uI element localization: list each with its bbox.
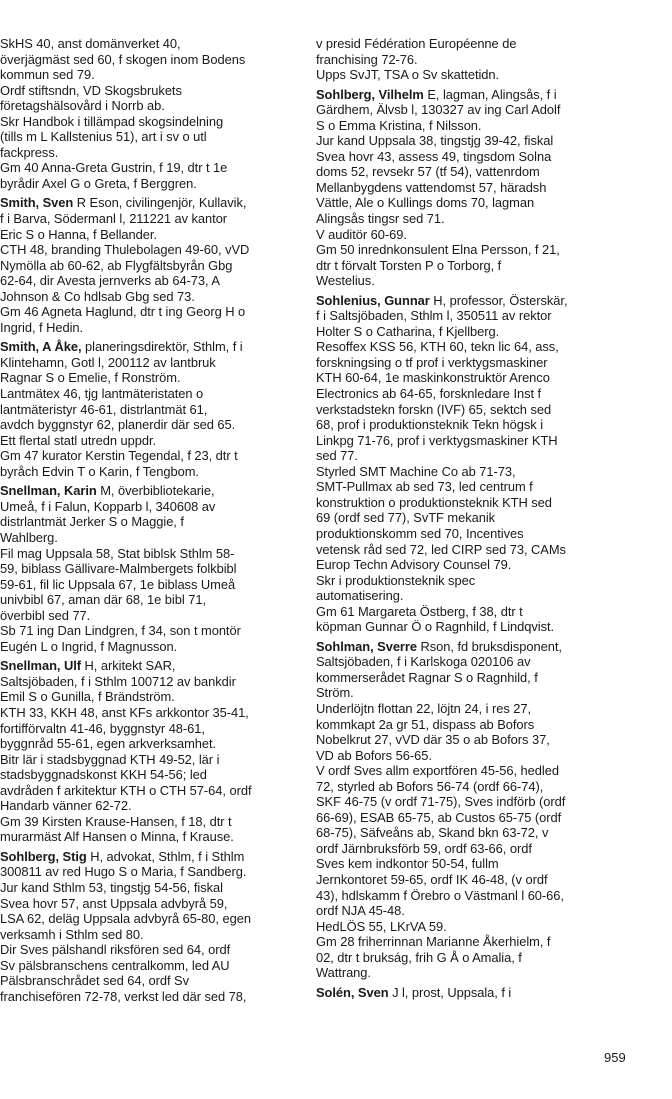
biography-entry (316, 36, 644, 83)
entry-name: Sohlenius, Gunnar (316, 292, 430, 308)
entry-line: Skr i produktionsteknik spec (316, 572, 476, 588)
entry-line: KTH 33, KKH 48, anst KFs arkkontor 35-41, (0, 704, 249, 720)
entry-line: lantmäteristyr 46-61, distrlantmät 61, (0, 401, 208, 417)
entry-line: franchisefören 72-78, verkst led där sed 78, (0, 988, 247, 1004)
entry-line: SMT-Pullmax ab sed 73, led centrum f (316, 479, 533, 495)
biography-entry (0, 36, 318, 191)
right-column (316, 36, 644, 1000)
entry-text: M, överbibliotekarie, (96, 483, 215, 499)
entry-text: J l, prost, Uppsala, f i (388, 984, 512, 1000)
entry-line: Sb 71 ing Dan Lindgren, f 34, son t montör (0, 623, 241, 639)
entry-line (0, 658, 318, 674)
entry-text: R Eson, civilingenjör, Kullavik, (73, 195, 247, 211)
entry-name: Smith, Sven (0, 195, 74, 211)
entry-line: Gärdhem, Älvsb l, 130327 av ing Carl Adolf (316, 102, 561, 118)
entry-line (0, 195, 318, 211)
entry-line: konstruktion o produktionsteknik KTH sed (316, 494, 552, 510)
entry-line: kommun sed 79. (0, 67, 95, 83)
entry-line: kommkapt 2a gr 51, dispass ab Bofors (316, 716, 535, 732)
entry-line: sed 77. (316, 448, 358, 464)
entry-line: 66-69), ESAB 65-75, ab Custos 65-75 (ordf (316, 809, 562, 825)
entry-line: 43), hdlskamm f Örebro o Västmanl l 60-66, (316, 887, 564, 903)
biography-entry (0, 483, 318, 654)
entry-line (316, 293, 644, 309)
entry-line: Electronics ab 64-65, forsknledare Inst f (316, 386, 542, 402)
entry-line: Johnson & Co hdlsab Gbg sed 73. (0, 288, 195, 304)
entry-line: 72, styrled ab Bofors 56-74 (ordf 66-74), (316, 778, 544, 794)
entry-line: fackpress. (0, 144, 59, 160)
entry-line (0, 339, 318, 355)
entry-line: Mellanbygdens vattendomst 57, häradsh (316, 179, 547, 195)
entry-line: Styrled SMT Machine Co ab 71-73, (316, 463, 516, 479)
entry-line: dtr t förvalt Torsten P o Torborg, f (316, 257, 502, 273)
entry-text: H, arkitekt SAR, (81, 658, 176, 674)
entry-line: Gm 50 inrednkonsulent Elna Persson, f 21, (316, 242, 560, 258)
entry-line (0, 849, 318, 865)
biography-entry (0, 195, 318, 335)
page-number: 959 (604, 1050, 626, 1065)
entry-text: planeringsdirektör, Sthlm, f i (81, 339, 243, 355)
entry-line: murarmäst Alf Hansen o Minna, f Krause. (0, 829, 234, 845)
entry-line (316, 639, 644, 655)
entry-line: HedLÖS 55, LKrVA 59. (316, 918, 447, 934)
entry-line: Holter S o Catharina, f Kjellberg. (316, 323, 500, 339)
entry-text: Rson, fd bruksdisponent, (416, 638, 562, 654)
entry-line: Jernkontoret 59-65, ordf IK 46-48, (v ordf (316, 871, 548, 887)
entry-text: E, lagman, Alingsås, f i (423, 86, 557, 102)
entry-line: (tills m L Kallstenius 51), art i sv o utl (0, 129, 207, 145)
entry-line: Gm 47 kurator Kerstin Tegendal, f 23, dtr t (0, 448, 238, 464)
entry-line: Wahlberg. (0, 529, 58, 545)
entry-line: Linkpg 71-76, prof i verktygsmaskiner KTH (316, 432, 558, 448)
left-column (0, 36, 318, 1004)
entry-line: Jur kand Uppsala 38, tingstjg 39-42, fiskal (316, 133, 554, 149)
entry-line: Lantmätex 46, tjg lantmäteristaten o (0, 386, 204, 402)
biography-entry (316, 985, 644, 1001)
entry-line: Resoffex KSS 56, KTH 60, tekn lic 64, ass, (316, 339, 559, 355)
entry-name: Smith, A Åke, (0, 339, 82, 355)
entry-line: byrådir Axel G o Greta, f Berggren. (0, 175, 197, 191)
entry-name: Snellman, Karin (0, 483, 97, 499)
biography-entry (316, 639, 644, 981)
entry-line: Handarb vänner 62-72. (0, 798, 132, 814)
entry-line: Ett flertal statl utredn uppdr. (0, 432, 157, 448)
entry-line: 02, dtr t brukság, frih G Å o Amalia, f (316, 949, 522, 965)
entry-line: Westelius. (316, 273, 375, 289)
entry-line: avdch byggnstyr 62, planerdir där sed 65. (0, 417, 236, 433)
entry-line: Ragnar S o Emelie, f Ronström. (0, 370, 181, 386)
entry-line: Ström. (316, 685, 354, 701)
entry-text: H, advokat, Sthlm, f i Sthlm (86, 848, 245, 864)
entry-line: V auditör 60-69. (316, 226, 407, 242)
entry-line: forskningsing o tf prof i verktygsmaskiner (316, 354, 548, 370)
entry-line: kommerserådet Ragnar S o Ragnhild, f (316, 669, 538, 685)
entry-line: f i Barva, Södermanl l, 211221 av kantor (0, 211, 228, 227)
entry-line: 68, prof i produktionsteknik Tekn högsk i (316, 417, 544, 433)
entry-name: Sohlman, Sverre (316, 638, 417, 654)
entry-line: verksamh i Sthlm sed 80. (0, 926, 144, 942)
entry-name: Sohlberg, (316, 86, 375, 102)
entry-line: företagshälsovård i Norrb ab. (0, 98, 165, 114)
entry-line: 59-61, fil lic Uppsala 67, 1e biblass Umeå (0, 576, 236, 592)
entry-name-given: Vilhelm (378, 86, 424, 102)
entry-line: vetensk råd sed 72, led CIRP sed 73, CAMs (316, 541, 566, 557)
entry-line: CTH 48, branding Thulebolagen 49-60, vVD (0, 242, 250, 258)
entry-line: Gm 39 Kirsten Krause-Hansen, f 18, dtr t (0, 813, 232, 829)
entry-line: Bitr lär i stadsbyggnad KTH 49-52, lär i (0, 751, 220, 767)
entry-line: Vättle, Ale o Kullings doms 70, lagman (316, 195, 535, 211)
biography-entry (316, 293, 644, 635)
entry-name: Sohlberg, Stig (0, 848, 87, 864)
entry-line: Gm 28 friherrinnan Marianne Åkerhielm, f (316, 934, 551, 950)
entry-line: Eric S o Hanna, f Bellander. (0, 226, 157, 242)
entry-line: Sv pälsbranschens centralkomm, led AU (0, 957, 230, 973)
entry-line: Gm 40 Anna-Greta Gustrin, f 19, dtr t 1e (0, 160, 228, 176)
entry-line: avdråden f arkitektur KTH o CTH 57-64, ordf (0, 782, 252, 798)
entry-line: verkstadstekn forskn (IVF) 65, sektch sed (316, 401, 552, 417)
entry-line: KTH 60-64, 1e maskinkonstruktör Arenco (316, 370, 550, 386)
entry-line: Gm 46 Agneta Haglund, dtr t ing Georg H o (0, 304, 246, 320)
entry-line: Underlöjtn flottan 22, löjtn 24, i res 27, (316, 700, 532, 716)
entry-line: köpman Gunnar Ö o Ragnhild, f Lindqvist. (316, 619, 555, 635)
entry-line: V ordf Sves allm exportfören 45-56, hedled (316, 763, 559, 779)
entry-line: LSA 62, deläg Uppsala advbyrå 65-80, egen (0, 911, 251, 927)
entry-line: Pälsbranschrådet sed 64, ordf Sv (0, 973, 190, 989)
entry-line: Emil S o Gunilla, f Brändström. (0, 689, 175, 705)
entry-line: Wattrang. (316, 965, 371, 981)
entry-line: Skr Handbok i tillämpad skogsindelning (0, 113, 224, 129)
entry-line (316, 87, 644, 103)
entry-line: f i Saltsjöbaden, Sthlm l, 350511 av rektor (316, 308, 552, 324)
entry-line: Ingrid, f Hedin. (0, 319, 84, 335)
entry-line: SKF 46-75 (v ordf 71-75), Sves indförb (ordf (316, 794, 566, 810)
entry-line: överjägmäst sed 60, f skogen inom Bodens (0, 51, 246, 67)
entry-line: SkHS 40, anst domänverket 40, (0, 36, 181, 51)
biography-entry (316, 87, 644, 289)
entry-line: franchising 72-76. (316, 51, 418, 67)
entry-line: ordf NJA 45-48. (316, 903, 405, 919)
entry-line: produktionskomm sed 70, Incentives (316, 525, 524, 541)
entry-line: Gm 61 Margareta Östberg, f 38, dtr t (316, 603, 523, 619)
biography-entry (0, 658, 318, 845)
entry-line: Fil mag Uppsala 58, Stat biblsk Sthlm 58- (0, 545, 235, 561)
entry-line: Svea hovr 57, anst Uppsala advbyrå 59, (0, 895, 228, 911)
entry-line: S o Emma Kristina, f Nilsson. (316, 117, 482, 133)
entry-line: univbibl 67, aman där 68, 1e bibl 71, (0, 592, 206, 608)
entry-line: 300811 av red Hugo S o Maria, f Sandberg. (0, 864, 247, 880)
entry-line: Ordf stiftsndn, VD Skogsbrukets (0, 82, 182, 98)
entry-name: Snellman, Ulf (0, 658, 82, 674)
entry-line: distrlantmät Jerker S o Maggie, f (0, 514, 184, 530)
entry-line: Eugén L o Ingrid, f Magnusson. (0, 638, 178, 654)
entry-line: Europ Techn Advisory Counsel 79. (316, 557, 512, 573)
entry-line (316, 985, 644, 1001)
entry-line: Saltsjöbaden, f i Karlskoga 020106 av (316, 654, 531, 670)
biography-entry (0, 849, 318, 1004)
entry-line: 59, biblass Gällivare-Malmbergets folkbibl (0, 561, 237, 577)
entry-line: Svea hovr 43, assess 49, tingsdom Solna (316, 148, 552, 164)
entry-line: 68-75), Säfveåns ab, Skand bkn 63-72, v (316, 825, 549, 841)
entry-line: Nobelkrut 27, vVD där 35 o ab Bofors 37, (316, 732, 550, 748)
entry-line: Jur kand Sthlm 53, tingstjg 54-56, fiskal (0, 879, 223, 895)
entry-line: Umeå, f i Falun, Kopparb l, 340608 av (0, 498, 216, 514)
entry-line: Nymölla ab 60-62, ab Flygfältsbyrån Gbg (0, 257, 233, 273)
entry-line: stadsbyggnadskonst KKH 54-56; led (0, 767, 207, 783)
entry-line: automatisering. (316, 588, 404, 604)
entry-line: byggnråd 55-61, egen arkverksamhet. (0, 736, 217, 752)
entry-line: Dir Sves pälshandl riksfören sed 64, ordf (0, 942, 231, 958)
entry-line: Klintehamn, Gotl l, 200112 av lantbruk (0, 354, 216, 370)
entry-line: 62-64, dir Avesta jernverks ab 64-73, A (0, 273, 220, 289)
entry-line: doms 52, revsekr 57 (tf 54), vattenrdom (316, 164, 540, 180)
entry-text: H, professor, Österskär, (429, 292, 568, 308)
entry-name: Solén, Sven (316, 984, 389, 1000)
entry-line: VD ab Bofors 56-65. (316, 747, 432, 763)
entry-line: överbibl sed 77. (0, 607, 91, 623)
entry-line: Sves kem indkontor 50-54, fullm (316, 856, 499, 872)
biography-entry (0, 339, 318, 479)
entry-line: 69 (ordf sed 77), SvTF mekanik (316, 510, 496, 526)
entry-line: Upps SvJT, TSA o Sv skattetidn. (316, 67, 500, 83)
entry-line (0, 483, 318, 499)
entry-line: Alingsås tingsr sed 71. (316, 211, 445, 227)
entry-line: byråch Edvin T o Karin, f Tengbom. (0, 463, 199, 479)
entry-line: ordf Järnbruksförb 59, ordf 63-66, ordf (316, 840, 532, 856)
entry-line: fortifförvaltn 41-46, byggnstyr 48-61, (0, 720, 205, 736)
entry-line: Saltsjöbaden, f i Sthlm 100712 av bankdir (0, 673, 236, 689)
entry-line: v presid Fédération Européenne de (316, 36, 517, 51)
